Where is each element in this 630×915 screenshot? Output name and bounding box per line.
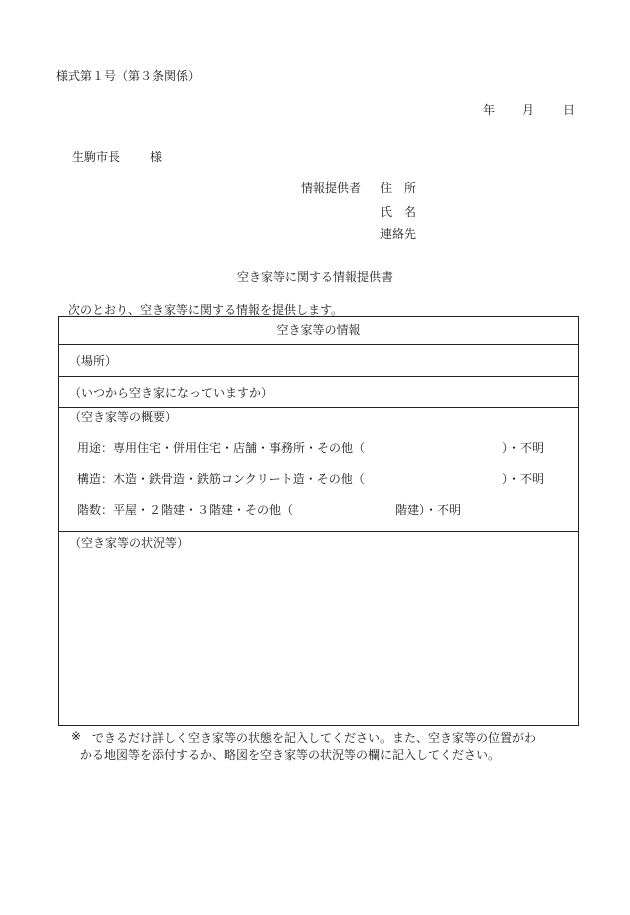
status-field[interactable]: [59, 532, 578, 725]
floors-unknown-option[interactable]: 階建）・不明: [395, 503, 462, 517]
form-number: 様式第１号（第３条関係）: [56, 69, 201, 83]
overview-section: [59, 408, 578, 532]
note-mark: ※: [71, 729, 82, 743]
date-month-label: 月: [522, 103, 535, 117]
date-year-label: 年: [483, 103, 496, 117]
overview-label: （空き家等の概要）: [69, 410, 178, 424]
floors-options[interactable]: 階数：平屋・２階建・３階建・その他（: [77, 503, 294, 517]
location-field[interactable]: [59, 345, 578, 377]
note-line-1: できるだけ詳しく空き家等の状態を記入してください。また、空き家等の位置がわ: [92, 731, 537, 745]
vacant-house-info-table: [58, 316, 579, 726]
date-day-label: 日: [563, 103, 576, 117]
status-label: （空き家等の状況等）: [69, 536, 190, 550]
vacant-since-field[interactable]: [59, 377, 578, 408]
addressee-name: 生駒市長: [72, 150, 121, 164]
use-options[interactable]: 用途：専用住宅・併用住宅・店舗・事務所・その他（: [77, 441, 366, 455]
provider-label: 情報提供者: [301, 181, 362, 195]
document-title: 空き家等に関する情報提供書: [236, 270, 393, 284]
vacant-since-label: （いつから空き家になっていますか）: [69, 386, 274, 400]
use-unknown-option[interactable]: ）・不明: [502, 441, 545, 455]
note-line-2: かる地図等を添付するか、略図を空き家等の状況等の欄に記入してください。: [80, 748, 501, 762]
contact-label: 連絡先: [380, 227, 417, 241]
table-header: 空き家等の情報: [59, 317, 578, 345]
structure-unknown-option[interactable]: ）・不明: [502, 472, 545, 486]
name-label: 氏 名: [380, 205, 417, 219]
structure-options[interactable]: 構造：木造・鉄骨造・鉄筋コンクリート造・その他（: [77, 472, 365, 486]
addressee-honorific: 様: [150, 150, 163, 164]
intro-text: 次のとおり、空き家等に関する情報を提供します。: [68, 303, 344, 317]
address-label: 住 所: [380, 181, 417, 195]
location-label: （場所）: [69, 354, 118, 368]
